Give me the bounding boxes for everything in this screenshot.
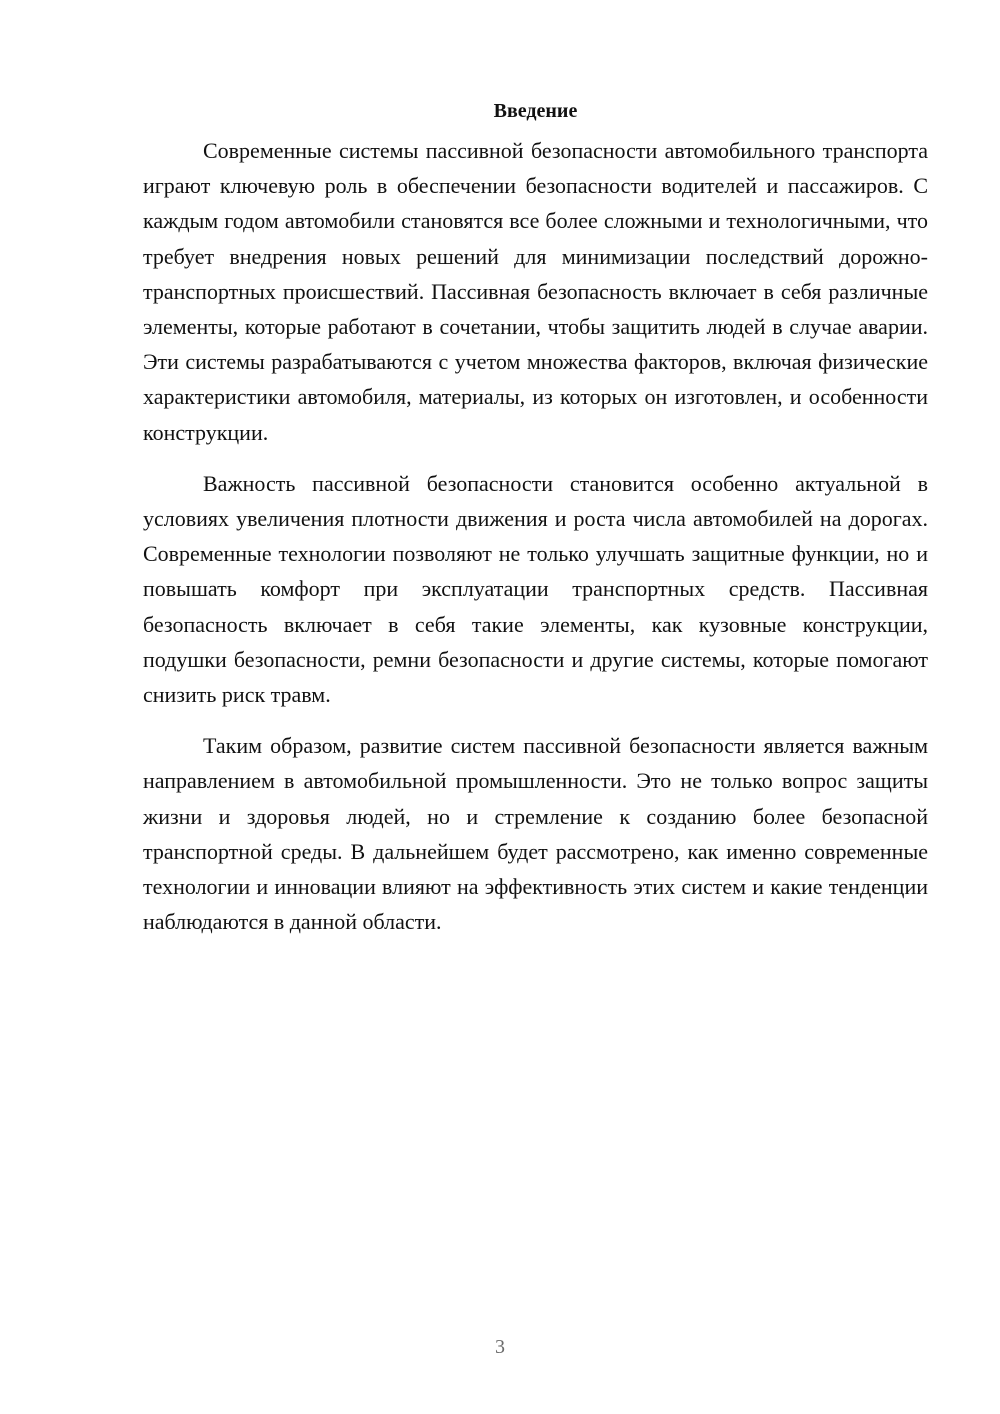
section-heading: Введение: [493, 100, 578, 122]
paragraph-3: Таким образом, развитие систем пассивной безопасности является важным направлением в автомобильной промышленности. Это не только вопрос защиты жизни и здоровья людей, но и стремление к созданию более безопасной транспортной среды. В дальнейшем будет рассмотрено, как именно современные технологии и инновации влияют на эффективность этих систем и какие тенденции наблюдаются в данной области.: [143, 733, 928, 935]
page-number: 3: [495, 1336, 505, 1358]
paragraph-1: Современные системы пассивной безопасности автомобильного транспорта играют ключевую роль в обеспечении безопасности водителей и пассажиров. С каждым годом автомобили становятся все более сложными и технологичными, что требует внедрения новых решений для минимизации последствий дорожно-транспортных происшествий. Пассивная безопасность включает в себя различные элементы, которые работают в сочетании, чтобы защитить людей в случае аварии. Эти системы разрабатываются с учетом множества факторов, включая физические характеристики автомобиля, материалы, из которых он изготовлен, и особенности конструкции.: [143, 138, 928, 445]
paragraph-2: Важность пассивной безопасности становится особенно актуальной в условиях увеличения плотности движения и роста числа автомобилей на дорогах. Современные технологии позволяют не только улучшать защитные функции, но и повышать комфорт при эксплуатации транспортных средств. Пассивная безопасность включает в себя такие элементы, как кузовные конструкции, подушки безопасности, ремни безопасности и другие системы, которые помогают снизить риск травм.: [143, 470, 928, 708]
page-body: [143, 96, 928, 939]
